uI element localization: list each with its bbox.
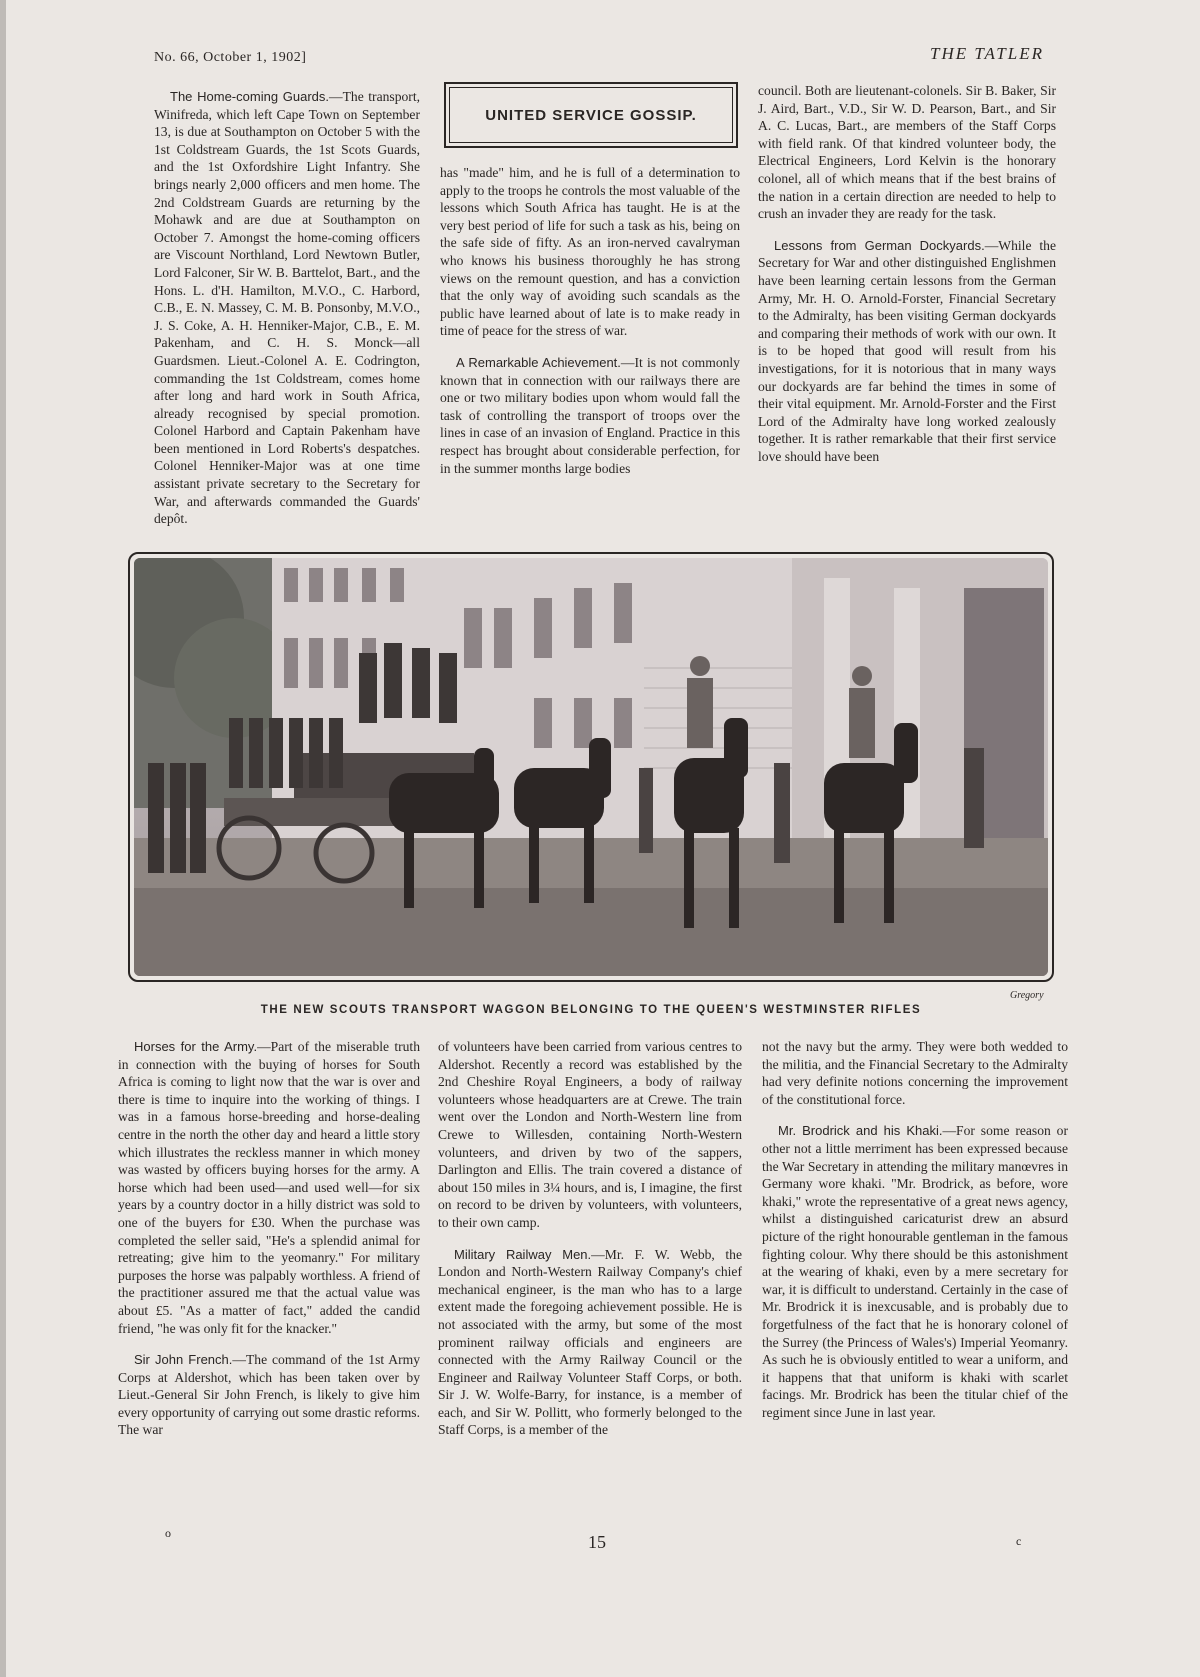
article-sir-john-french <box>118 1351 420 1439</box>
photograph-frame <box>128 552 1054 982</box>
footer-mark-left: o <box>165 1526 171 1540</box>
bottom-column-2 <box>438 1038 742 1453</box>
article-lead: Sir John French. <box>134 1352 233 1368</box>
article-text: —The transport, Winifreda, which left Cape Town on September 13, is due at Southampton on October 5 with the 1st Coldstream Guards, the 1st Scots Guards, and the 1st Oxfordshire Light Infantry. She brings nearly 2,000 officers and men home. The 2nd Coldstream Guards are returning by the Mohawk and are due at Southampton on October 7. Amongst the home-coming officers are Viscount Northland, Lord Newtown Butler, Lord Falconer, Sir W. B. Barttelot, Bart., and the Hons. L. d'H. Hamilton, M.V.O., C. Harbord, C.B., E. N. Massey, C. M. B. Ponsonby, M.V.O., J. S. Coke, A. H. Henniker-Major, C.B., E. M. Pakenham, and C. H. S. Monck—all Guardsmen. Lieut.-Colonel A. E. Codrington, commanding the 1st Coldstream, comes home after long and hard work in South Africa, already recognised by special promotion. Colonel Harbord and Captain Pakenham have been mentioned in Lord Roberts's despatches. Colonel Henniker-Major was at one time assistant private secretary to the Secretary for War, and afterwards commanded the Guards' depôt. <box>154 89 420 527</box>
article-text: of volunteers have been carried from various centres to Aldershot. Recently a record was established by the 2nd Cheshire Royal Engineers, a body of railway volunteers whose headquarters are at Crewe. The train went over the London and North-Western line from Crewe to Willesden, containing North-Western volunteers, and driven by two of the sappers, Darlington and Ellis. The train covered a distance of about 150 miles in 3¼ hours, and is, I imagine, the first on record to be driven by volunteers, with volunteers, to their own camp. <box>438 1039 742 1230</box>
article-military-railway-men <box>438 1246 742 1440</box>
article-home-coming-guards <box>154 88 420 528</box>
top-column-3 <box>758 82 1056 479</box>
article-text: —Part of the miserable truth in connection with the buying of horses for South Africa is coming to light now that the war is over and there is time to inquire into the working of things. I was in a famous horse-breeding and horse-dealing centre in the north the other day and heard a little story which illustrates the reckless manner in which money was wasted by officers buying horses for the army. A horse which had been used—and used well—for six years by a country doctor in a hilly district was sold to one of the buyers for £30. When the purchase was completed the seller said, "He's a splendid animal for retreating; give him to the yeomanry." For military purposes the horse was palpably worthless. A friend of the practitioner assured me that the actual value was about £5. "As a matter of fact," added the candid friend, "he was only fit for the knacker." <box>118 1039 420 1336</box>
page-binding-edge <box>0 0 6 1677</box>
photo-credit: Gregory <box>1010 990 1044 1001</box>
scouts-transport-waggon-photo <box>134 558 1048 976</box>
article-text: —While the Secretary for War and other distinguished Englishmen have been learning certain lessons from the German Army, Mr. H. O. Arnold-Forster, Financial Secretary to the Admiralty, has been visiting German dockyards and comparing their methods of work with our own. It is to be hoped that good will result from his investigations, for it is notorious that in many ways our dockyards are far behind the times in some of their vital equipment. Mr. Arnold-Forster and the First Lord of the Admiralty have long worked zealously together. It is rather remarkable that their first service love should have been <box>758 237 1056 464</box>
article-lead: A Remarkable Achievement. <box>456 354 621 370</box>
article-lead: The Home-coming Guards. <box>170 89 330 104</box>
article-lead: Mr. Brodrick and his Khaki. <box>778 1123 943 1139</box>
page-number: 15 <box>588 1532 606 1552</box>
article-text: not the navy but the army. They were both wedded to the militia, and the Financial Secretary to the Admiralty had very definite notions concerning the improvement of the constitutional force. <box>762 1039 1068 1107</box>
article-horses-for-the-army <box>118 1038 420 1337</box>
article-lead: Lessons from German Dockyards. <box>774 237 985 253</box>
article-text: —For some reason or other not a little merriment has been expressed because the War Secretary in attending the military manœvres in Germany wore khaki. "Mr. Brodrick, as before, wore khaki," wrote the representative of a great news agency, whilst a distinguished caricaturist drew an absurd picture of the right honourable gentleman in the famous fighting colour. Why there should be this astonishment at the wearing of khaki, even by a mere secretary for war, it is difficult to understand. Certainly in the case of Mr. Brodrick it is inexcusable, and is probably due to forgetfulness of the fact that he is honorary colonel of the Surrey (the Princess of Wales's) Imperial Yeomanry. As such he is obviously entitled to wear a uniform, and it happens that that uniform is khaki with scarlet facings. Mr. Brodrick has been the titular chief of the regiment since June in last year. <box>762 1123 1068 1420</box>
issue-header: No. 66, October 1, 1902] <box>154 50 307 65</box>
article-continuation <box>440 164 740 340</box>
section-title-box <box>444 82 738 148</box>
bottom-column-3 <box>762 1038 1068 1435</box>
article-continuation <box>762 1038 1068 1108</box>
article-continuation <box>438 1038 742 1232</box>
top-column-1 <box>154 88 420 542</box>
article-text: —The command of the 1st Army Corps at Aldershot, which has been taken over by Lieut.-General Sir John French, is likely to give him every opportunity of carrying out some drastic reforms. The war <box>118 1352 420 1438</box>
photo-caption: THE NEW SCOUTS TRANSPORT WAGGON BELONGING TO THE QUEEN'S WESTMINSTER RIFLES <box>260 1004 922 1016</box>
article-text: —Mr. F. W. Webb, the London and North-Western Railway Company's chief mechanical engineer, is the man who has to a large extent made the foregoing achievement possible. He is not associated with the army, but some of the most prominent railway officials and engineers are connected with the Army Railway Council or the Engineer and Railway Volunteer Staff Corps, or both. Sir J. W. Wolfe-Barry, for instance, is a member of each, and Sir W. Pollitt, who formerly belonged to the Staff Corps, is a member of the <box>438 1246 742 1438</box>
section-title: UNITED SERVICE GOSSIP. <box>485 106 697 124</box>
top-column-2 <box>440 164 740 491</box>
article-continuation <box>758 82 1056 223</box>
article-lead: Military Railway Men. <box>454 1246 592 1262</box>
article-lead: Horses for the Army. <box>134 1039 258 1054</box>
article-remarkable-achievement <box>440 354 740 477</box>
bottom-column-1 <box>118 1038 420 1453</box>
footer-mark-right: c <box>1016 1534 1022 1548</box>
article-brodrick-khaki <box>762 1122 1068 1421</box>
publication-header: THE TATLER <box>930 44 1044 63</box>
article-german-dockyards <box>758 237 1056 466</box>
article-text: council. Both are lieutenant-colonels. Sir B. Baker, Sir J. Aird, Bart., V.D., Sir W. D. Pearson, Bart., and Sir A. C. Lucas, Bart., are members of the Staff Corps with field rank. Of that kindred volunteer body, the Electrical Engineers, Lord Kelvin is the honorary colonel, all of which means that if the best brains of the nation in a certain direction are needed to help to crush an invader they are ready for the task. <box>758 83 1056 222</box>
article-text: has "made" him, and he is full of a determination to apply to the troops he controls the most valuable of the lessons which South Africa has taught. He is at the very best period of life for such a task as his, being on the safe side of fifty. As an iron-nerved cavalryman who knows his business thoroughly he has strong views on the remount question, and has a conviction that the only way of avoiding such scandals as the public have learned about of late is to make ready in time of peace for the stress of war. <box>440 165 740 339</box>
article-text: —It is not commonly known that in connection with our railways there are one or two military bodies upon whom would fall the task of controlling the transport of troops over the lines in case of an invasion of England. Practice in this respect has brought about considerable perfection, for in the summer months large bodies <box>440 354 740 476</box>
